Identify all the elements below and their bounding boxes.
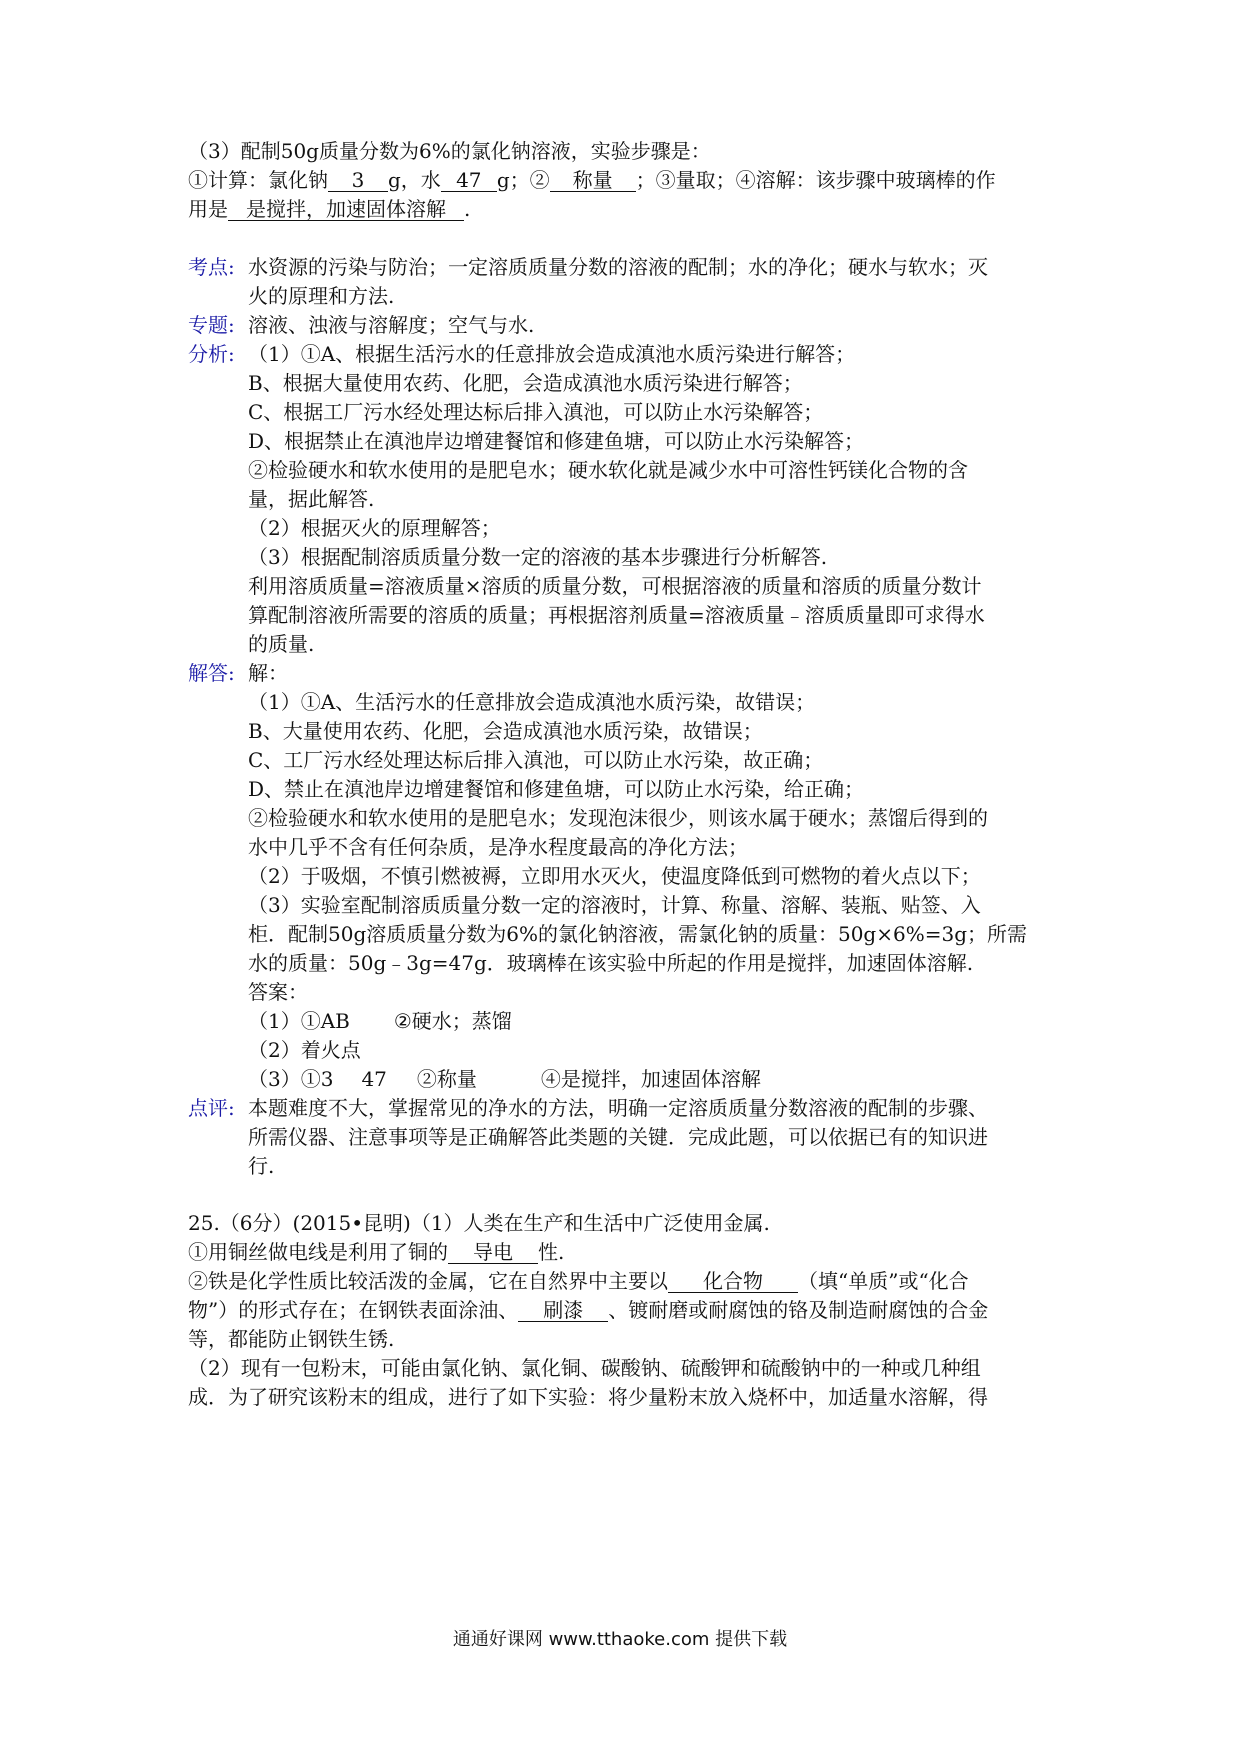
jieda-line: 柜．配制50g溶质质量分数为6%的氯化钠溶液，需氯化钠的质量：50g×6%=3g；所需: [248, 922, 1028, 946]
jieda-label: 解答:: [188, 661, 235, 685]
answer-blank: 称量: [550, 169, 636, 192]
answer-line-1: （1）①AB ②硬水；蒸馏: [248, 1009, 512, 1033]
answer-blank: 导电: [448, 1241, 538, 1264]
fenxi-line: D、根据禁止在滇池岸边增建餐馆和修建鱼塘，可以防止水污染解答；: [248, 429, 865, 453]
fenxi-line: 利用溶质质量=溶液质量×溶质的质量分数，可根据溶液的质量和溶质的质量分数计: [248, 574, 982, 598]
jieda-line: B、大量使用农药、化肥，会造成滇池水质污染，故错误；: [248, 719, 763, 743]
jieda-line: （3）实验室配制溶质质量分数一定的溶液时，计算、称量、溶解、装瓶、贴签、入: [248, 893, 981, 917]
jieda-line: D、禁止在滇池岸边增建餐馆和修建鱼塘，可以防止水污染，给正确；: [248, 777, 865, 801]
fenxi-line: B、根据大量使用农药、化肥，会造成滇池水质污染进行解答；: [248, 371, 803, 395]
answer-blank: 化合物: [668, 1270, 798, 1293]
q25-line-6: 成．为了研究该粉末的组成，进行了如下实验：将少量粉末放入烧杯中，加适量水溶解，得: [188, 1385, 988, 1409]
dianping-line: 本题难度不大，掌握常见的净水的方法，明确一定溶质质量分数溶液的配制的步骤、: [248, 1096, 988, 1120]
fenxi-label: 分析:: [188, 342, 235, 366]
zhuanti-label: 专题:: [188, 313, 235, 337]
fenxi-line: C、根据工厂污水经处理达标后排入滇池，可以防止水污染解答；: [248, 400, 824, 424]
kaodian-label: 考点:: [188, 255, 235, 279]
q3-title: （3）配制50g质量分数为6%的氯化钠溶液，实验步骤是：: [188, 139, 711, 163]
jieda-line: C、工厂污水经处理达标后排入滇池，可以防止水污染，故正确；: [248, 748, 824, 772]
q25-line-4: 等，都能防止钢铁生锈.: [188, 1327, 395, 1351]
fenxi-line: （2）根据灭火的原理解答；: [248, 516, 501, 540]
answer-blank: 47: [441, 169, 497, 192]
fenxi-line: （3）根据配制溶质质量分数一定的溶液的基本步骤进行分析解答.: [248, 545, 828, 569]
q25-line-1: ①用铜丝做电线是利用了铜的 导电 性.: [188, 1240, 565, 1264]
kaodian-text: 火的原理和方法.: [248, 284, 395, 308]
q3-line-2: 用是 是搅拌，加速固体溶解 .: [188, 197, 471, 221]
dianping-line: 行.: [248, 1154, 275, 1178]
q25-line-3: 物”）的形式存在；在钢铁表面涂油、 刷漆 、镀耐磨或耐腐蚀的铬及制造耐腐蚀的合金: [188, 1298, 989, 1322]
answer-line-2: （2）着火点: [248, 1038, 361, 1062]
dianping-label: 点评:: [188, 1096, 235, 1120]
dianping-line: 所需仪器、注意事项等是正确解答此类题的关键．完成此题，可以依据已有的知识进: [248, 1125, 988, 1149]
fenxi-line: （1）①A、根据生活污水的任意排放会造成滇池水质污染进行解答；: [248, 342, 856, 366]
jieda-line: 水中几乎不含有任何杂质，是净水程度最高的净化方法；: [248, 835, 748, 859]
fenxi-line: 算配制溶液所需要的溶质的质量；再根据溶剂质量=溶液质量﹣溶质质量即可求得水: [248, 603, 985, 627]
answer-blank: 是搅拌，加速固体溶解: [228, 198, 464, 221]
jieda-line: ②检验硬水和软水使用的是肥皂水；发现泡沫很少，则该水属于硬水；蒸馏后得到的: [248, 806, 988, 830]
kaodian-text: 水资源的污染与防治；一定溶质质量分数的溶液的配制；水的净化；硬水与软水；灭: [248, 255, 988, 279]
jieda-first: 解：: [248, 661, 288, 685]
jieda-line: （2）于吸烟，不慎引燃被褥，立即用水灭火，使温度降低到可燃物的着火点以下；: [248, 864, 981, 888]
zhuanti-text: 溶液、浊液与溶解度；空气与水.: [248, 313, 535, 337]
fenxi-line: 的质量.: [248, 632, 315, 656]
answer-line-3: （3）①3 47 ②称量 ④是搅拌，加速固体溶解: [248, 1067, 761, 1091]
jieda-line: 答案：: [248, 980, 308, 1004]
fenxi-line: 量，据此解答.: [248, 487, 375, 511]
q25-header: 25.（6分）(2015•昆明)（1）人类在生产和生活中广泛使用金属.: [188, 1211, 770, 1235]
q3-line-1: ①计算：氯化钠 3 g，水 47 g；② 称量 ；③量取；④溶解：该步骤中玻璃棒的作: [188, 168, 996, 192]
footer-text: 通通好课网 www.tthaoke.com 提供下载: [452, 1629, 788, 1650]
q25-line-5: （2）现有一包粉末，可能由氯化钠、氯化铜、碳酸钠、硫酸钾和硫酸钠中的一种或几种组: [188, 1356, 981, 1380]
jieda-line: （1）①A、生活污水的任意排放会造成滇池水质污染，故错误；: [248, 690, 816, 714]
answer-blank: 刷漆: [518, 1299, 608, 1322]
jieda-line: 水的质量：50g﹣3g=47g．玻璃棒在该实验中所起的作用是搅拌，加速固体溶解.: [248, 951, 974, 975]
fenxi-line: ②检验硬水和软水使用的是肥皂水；硬水软化就是减少水中可溶性钙镁化合物的含: [248, 458, 968, 482]
q25-line-2: ②铁是化学性质比较活泼的金属，它在自然界中主要以 化合物 （填“单质”或“化合: [188, 1269, 969, 1293]
answer-blank: 3: [328, 169, 388, 192]
